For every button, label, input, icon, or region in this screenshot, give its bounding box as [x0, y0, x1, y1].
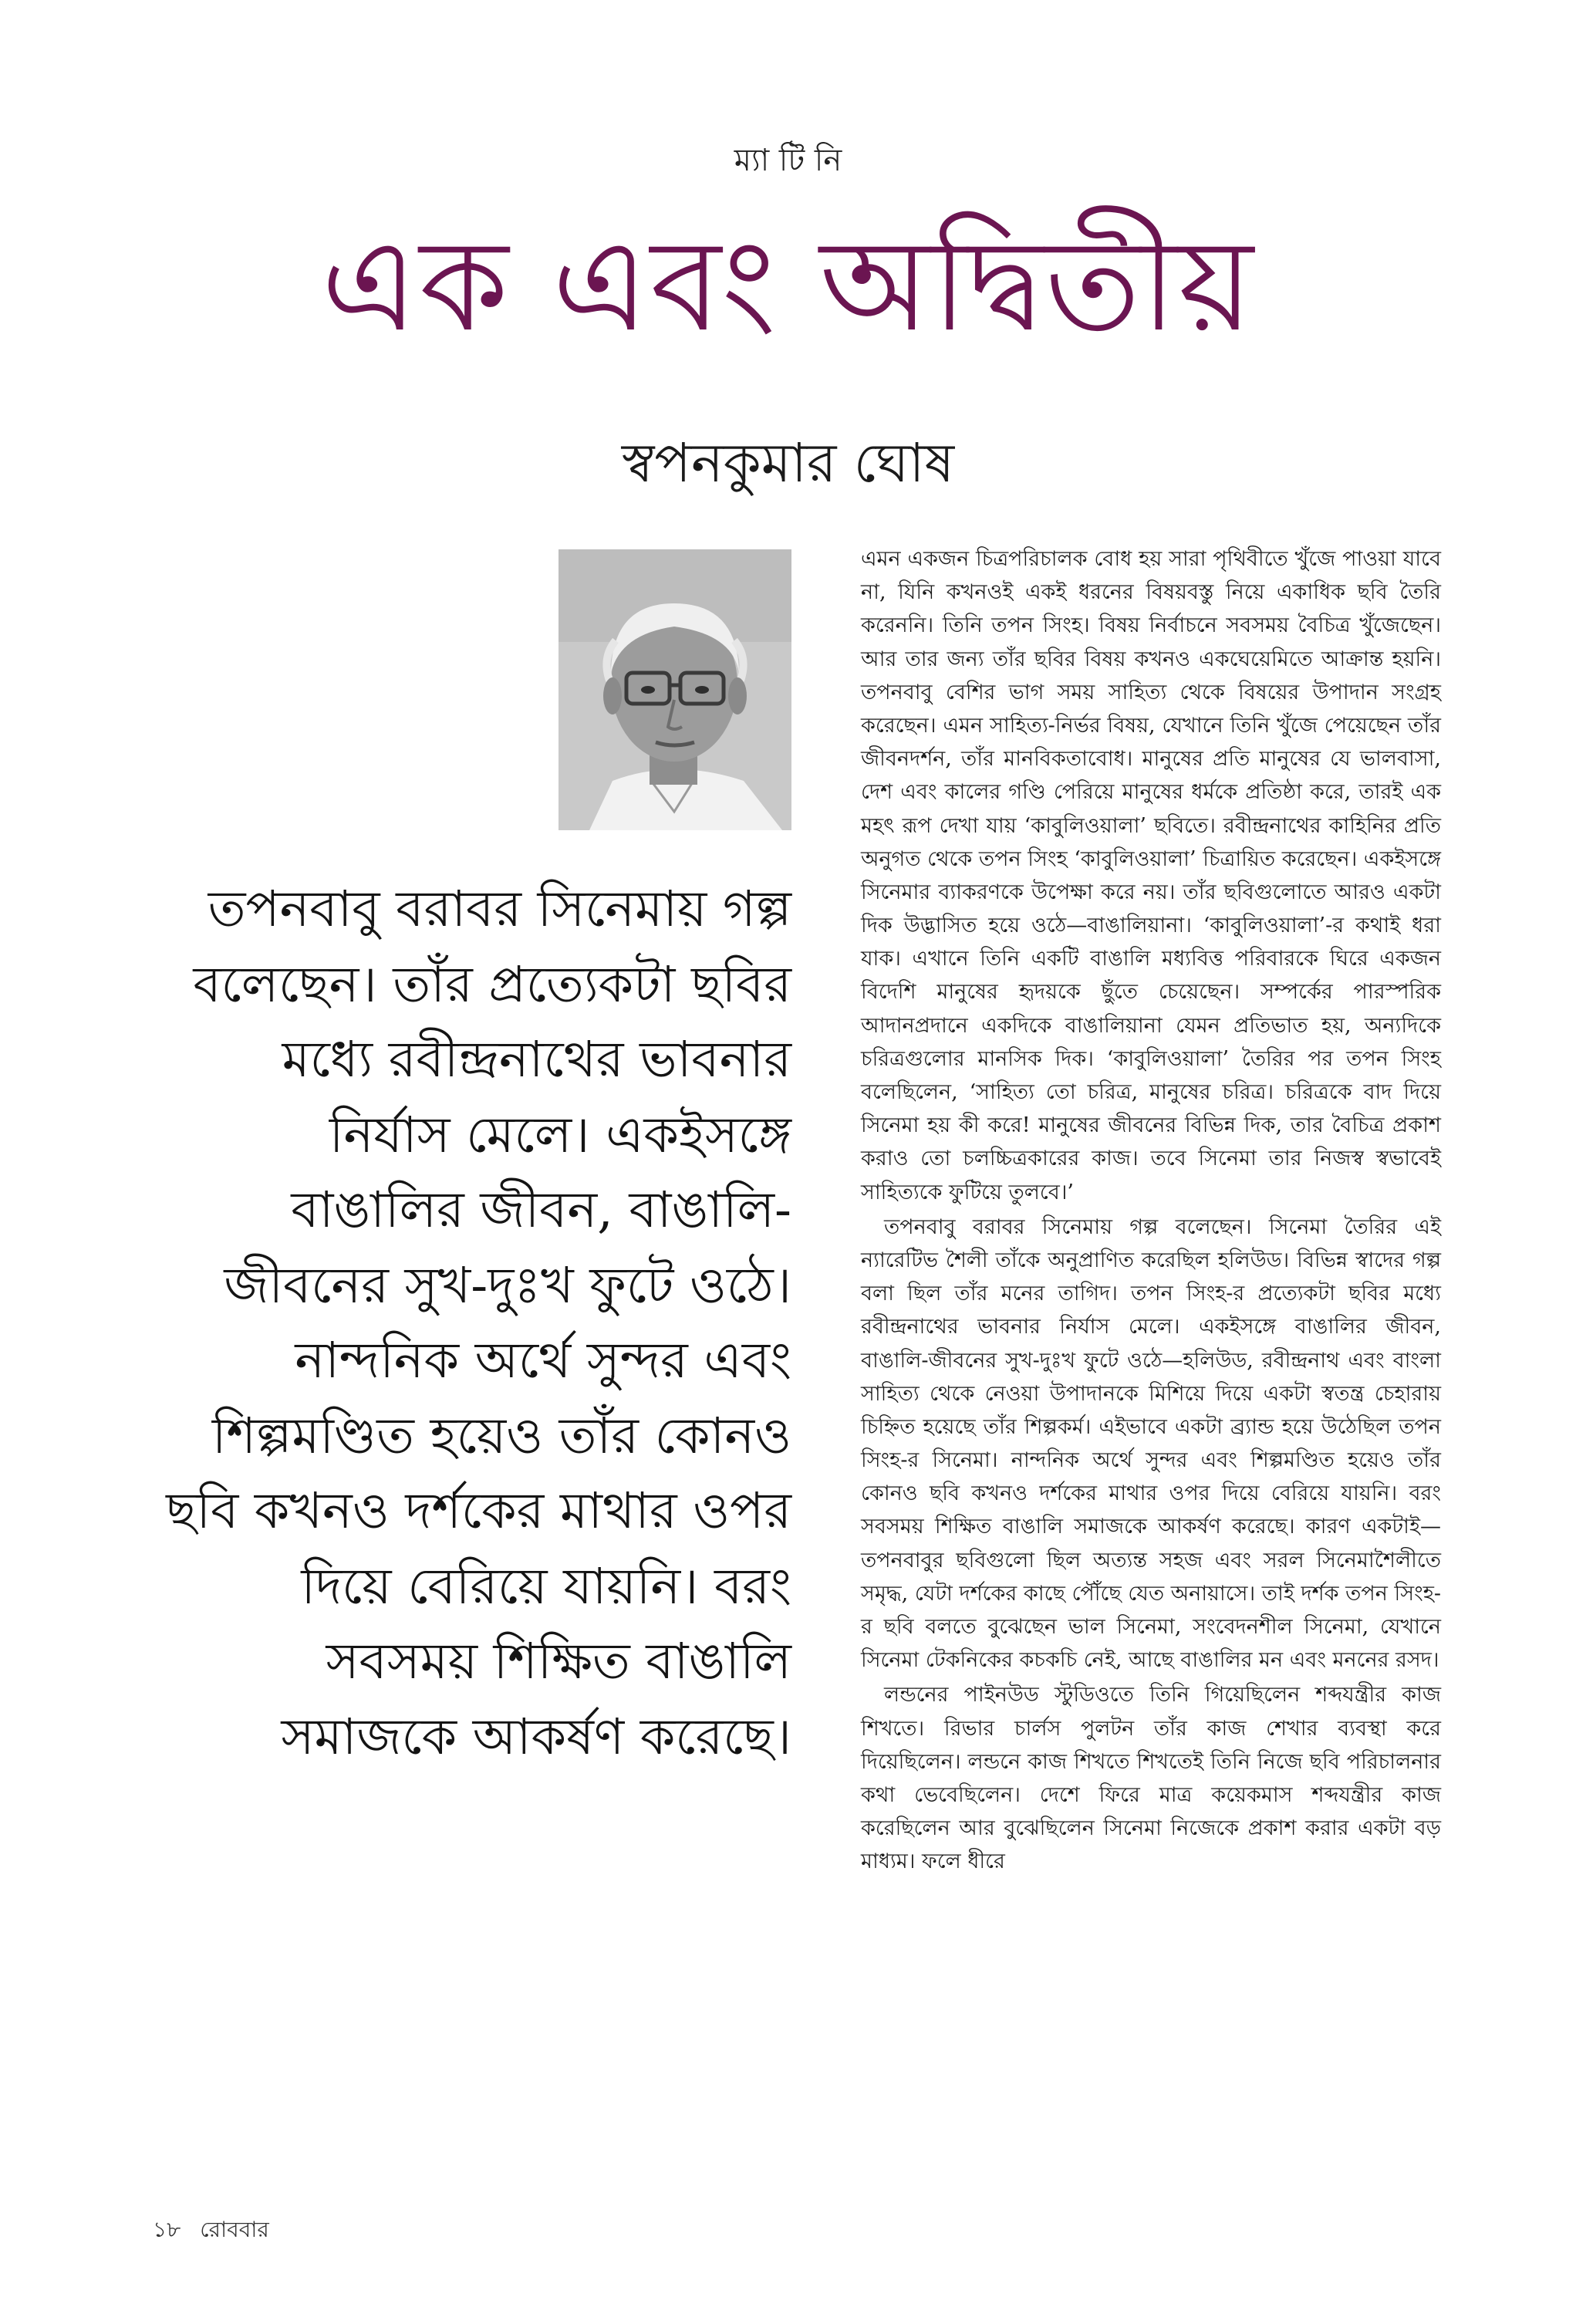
article-body-column: [861, 542, 1441, 1880]
section-label: ম্যা টি নি: [734, 143, 842, 178]
pull-quote-text: তপনবাবু বরাবর সিনেমায় গল্প বলেছেন। তাঁর প্রত্যেকটা ছবির মধ্যে রবীন্দ্রনাথের ভাবনার নির্যাস মেলে। একইসঙ্গে বাঙালির জীবন, বাঙালি-জীবনের সুখ-দুঃখ ফুটে ওঠে। নান্দনিক অর্থে সুন্দর এবং শিল্পমণ্ডিত হয়েও তাঁর কোনও ছবি কখনও দর্শকের মাথার ওপর দিয়ে বেরিয়ে যায়নি। বরং সবসময় শিক্ষিত বাঙালি সমাজকে আকর্ষণ করেছে।: [166, 880, 791, 1766]
author-byline: স্বপনকুমার ঘোষ: [621, 431, 955, 495]
article-paragraph: এমন একজন চিত্রপরিচালক বোধ হয় সারা পৃথিবীতে খুঁজে পাওয়া যাবে না, যিনি কখনওই একই ধরনের বিষয়বস্তু নিয়ে একাধিক ছবি তৈরি করেননি। তিনি তপন সিংহ। বিষয় নির্বাচনে সবসময় বৈচিত্র খুঁজেছেন। আর তার জন্য তাঁর ছবির বিষয় কখনও একঘেয়েমিতে আক্রান্ত হয়নি। তপনবাবু বেশির ভাগ সময় সাহিত্য থেকে বিষয়ের উপাদান সংগ্রহ করেছেন। এমন সাহিত্য-নির্ভর বিষয়, যেখানে তিনি খুঁজে পেয়েছেন তাঁর জীবনদর্শন, তাঁর মানবিকতাবোধ। মানুষের প্রতি মানুষের যে ভালবাসা, দেশ এবং কালের গণ্ডি পেরিয়ে মানুষের ধর্মকে প্রতিষ্ঠা করে, তারই এক মহৎ রূপ দেখা যায় ‘কাবুলিওয়ালা’ ছবিতে। রবীন্দ্রনাথের কাহিনির প্রতি অনুগত থেকে তপন সিংহ ‘কাবুলিওয়ালা’ চিত্রায়িত করেছেন। একইসঙ্গে সিনেমার ব্যাকরণকে উপেক্ষা করে নয়। তাঁর ছবিগুলোতে আরও একটা দিক উদ্ভাসিত হয়ে ওঠে—বাঙালিয়ানা। ‘কাবুলিওয়ালা’-র কথাই ধরা যাক। এখানে তিনি একটি বাঙালি মধ্যবিত্ত পরিবারকে ঘিরে একজন বিদেশি মানুষের হৃদয়কে ছুঁতে চেয়েছেন। সম্পর্কের পারস্পরিক আদানপ্রদানে একদিকে বাঙালিয়ানা যেমন প্রতিভাত হয়, অন্যদিকে চরিত্রগুলোর মানসিক দিক। ‘কাবুলিওয়ালা’ তৈরির পর তপন সিংহ বলেছিলেন, ‘সাহিত্য তো চরিত্র, মানুষের চরিত্র। চরিত্রকে বাদ দিয়ে সিনেমা হয় কী করে! মানুষের জীবনের বিভিন্ন দিক, তার বৈচিত্র প্রকাশ করাও তো চলচ্চিত্রকারের কাজ। তবে সিনেমা তার নিজস্ব স্বভাবেই সাহিত্যকে ফুটিয়ে তুলবে।’: [861, 547, 1441, 1204]
article-paragraph: তপনবাবু বরাবর সিনেমায় গল্প বলেছেন। সিনেমা তৈরির এই ন্যারেটিভ শৈলী তাঁকে অনুপ্রাণিত করেছিল হলিউড। বিভিন্ন স্বাদের গল্প বলা ছিল তাঁর মনের তাগিদ। তপন সিংহ-র প্রত্যেকটা ছবির মধ্যে রবীন্দ্রনাথের ভাবনার নির্যাস মেলে। একইসঙ্গে বাঙালির জীবন, বাঙালি-জীবনের সুখ-দুঃখ ফুটে ওঠে—হলিউড, রবীন্দ্রনাথ এবং বাংলা সাহিত্য থেকে নেওয়া উপাদানকে মিশিয়ে দিয়ে একটা স্বতন্ত্র চেহারায় চিহ্নিত হয়েছে তাঁর শিল্পকর্ম। এইভাবে একটা ব্র্যান্ড হয়ে উঠেছিল তপন সিংহ-র সিনেমা। নান্দনিক অর্থে সুন্দর এবং শিল্পমণ্ডিত হয়েও তাঁর কোনও ছবি কখনও দর্শকের মাথার ওপর দিয়ে বেরিয়ে যায়নি। বরং সবসময় শিক্ষিত বাঙালি সমাজকে আকর্ষণ করেছে। কারণ একটাই—তপনবাবুর ছবিগুলো ছিল অত্যন্ত সহজ এবং সরল সিনেমাশৈলীতে সমৃদ্ধ, যেটা দর্শকের কাছে পৌঁছে যেত অনায়াসে। তাই দর্শক তপন সিংহ-র ছবি বলতে বুঝেছেন ভাল সিনেমা, সংবেদনশীল সিনেমা, যেখানে সিনেমা টেকনিকের কচকচি নেই, আছে বাঙালির মন এবং মননের রসদ।: [861, 1214, 1441, 1673]
article-headline: এক এবং অদ্বিতীয়: [321, 211, 1255, 360]
pull-quote: [147, 872, 791, 1775]
page-number: ১৮: [153, 2217, 181, 2242]
portrait-illustration: [559, 549, 791, 830]
publication-name: রোববার: [200, 2217, 269, 2242]
article-paragraph: লন্ডনের পাইনউড স্টুডিওতে তিনি গিয়েছিলেন শব্দযন্ত্রীর কাজ শিখতে। রিভার চার্লস পুলটন তাঁর কাজ শেখার ব্যবস্থা করে দিয়েছিলেন। লন্ডনে কাজ শিখতে শিখতেই তিনি নিজে ছবি পরিচালনার কথা ভেবেছিলেন। দেশে ফিরে মাত্র কয়েকমাস শব্দযন্ত্রীর কাজ করেছিলেন আর বুঝেছিলেন সিনেমা নিজেকে প্রকাশ করার একটা বড় মাধ্যম। ফলে ধীরে: [861, 1683, 1441, 1874]
author-portrait-photo: [559, 549, 791, 830]
page-footer: [153, 2213, 282, 2249]
